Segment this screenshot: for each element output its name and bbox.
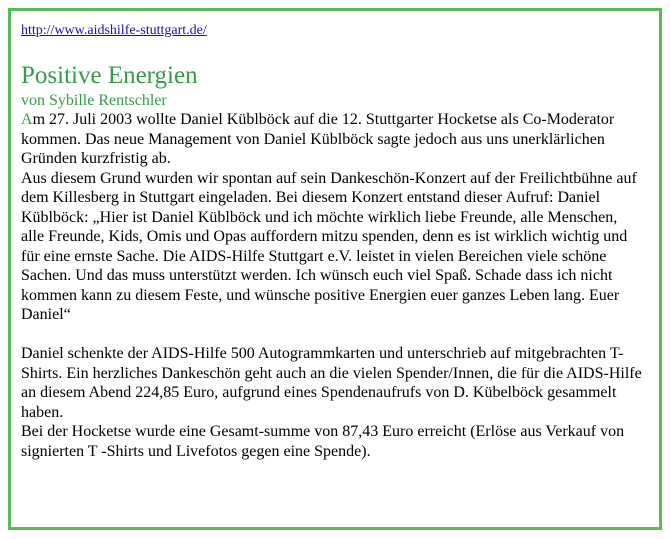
article-frame <box>8 8 662 530</box>
paragraph-2: Aus diesem Grund wurden wir spontan auf sein Dankeschön-Konzert auf der Freilichtbühne auf dem Killesberg in Stuttgart eingeladen. Bei diesem Konzert entstand dieser Aufruf: Daniel Küblböck: „Hier ist Daniel Küblböck und ich möchte wirklich liebe Freunde, alle Menschen, alle Freunde, Kids, Omis und Opas auffordern mitzu spenden, denn es ist wirklich wichtig und für eine ernste Sache. Die AIDS-Hilfe Stuttgart e.V. leistet in vielen Bereichen viele schöne Sachen. Und das muss unterstützt werden. Ich wünsch euch viel Spaß. Schade dass ich nicht kommen kann zu diesem Feste, und wünsche positive Energien euer ganzes Leben lang. Euer Daniel“ <box>21 169 637 323</box>
article-content <box>21 19 653 461</box>
article-byline: von Sybille Rentschler <box>21 92 167 109</box>
paragraph-4: Bei der Hocketse wurde eine Gesamt-summe von 87,43 Euro erreicht (Erlöse aus Verkauf von signierten T -Shirts und Livefotos gegen eine Spende). <box>21 423 625 460</box>
drop-cap: A <box>21 111 33 128</box>
article-title: Positive Energien <box>21 62 198 89</box>
paragraph-spacer <box>21 325 643 345</box>
paragraph-1-text: m 27. Juli 2003 wollte Daniel Küblböck auf die 12. Stuttgarter Hocketse als Co-Moderator kommen. Das neue Management von Daniel Küblböck sagte jedoch aus uns unerklärlichen Gründen kurzfristig ab. <box>21 111 615 167</box>
paragraph-1 <box>21 110 643 169</box>
source-link[interactable]: http://www.aidshilfe-stuttgart.de/ <box>21 23 207 38</box>
paragraph-3: Daniel schenkte der AIDS-Hilfe 500 Autogrammkarten und unterschrieb auf mitgebrachten T-Shirts. Ein herzliches Dankeschön geht auch an die vielen Spender/Innen, die für die AIDS-Hilfe an diesem Abend 224,85 Euro, aufgrund eines Spendenaufrufs von D. Kübelböck gesammelt haben. <box>21 345 642 421</box>
article-body <box>21 110 653 461</box>
